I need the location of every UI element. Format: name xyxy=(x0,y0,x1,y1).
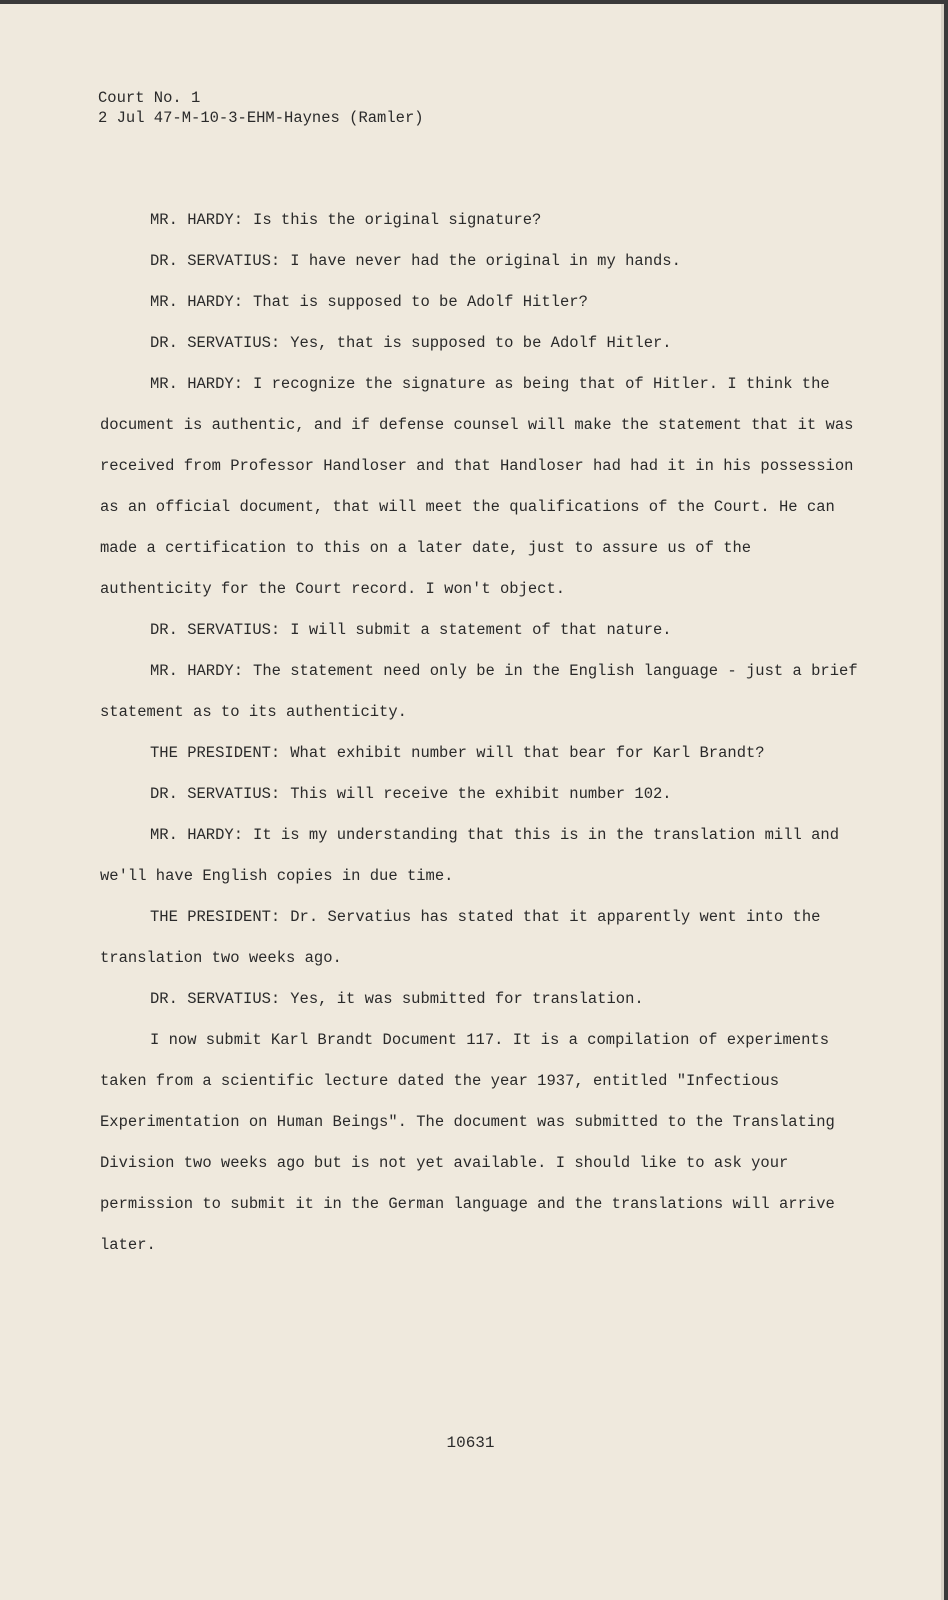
transcript-paragraph xyxy=(100,979,860,1020)
speaker-label: DR. SERVATIUS: xyxy=(150,621,281,639)
document-page xyxy=(0,4,944,1600)
speaker-label: MR. HARDY: xyxy=(150,826,244,844)
paragraph-text: Is this the original signature? xyxy=(253,211,542,229)
paragraph-text: What exhibit number will that bear for Karl Brandt? xyxy=(290,744,765,762)
speaker-label: DR. SERVATIUS: xyxy=(150,990,281,1008)
transcript-paragraph xyxy=(100,323,860,364)
header-block xyxy=(98,88,424,128)
transcript-paragraph xyxy=(100,200,860,241)
speaker-label: MR. HARDY: xyxy=(150,375,244,393)
speaker-label: THE PRESIDENT: xyxy=(150,744,281,762)
transcript-paragraph xyxy=(100,610,860,651)
paragraph-text: Yes, that is supposed to be Adolf Hitler. xyxy=(290,334,672,352)
transcript-paragraph xyxy=(100,1020,860,1266)
page-number: 10631 xyxy=(446,1434,495,1452)
speaker-label: MR. HARDY: xyxy=(150,293,244,311)
paragraph-text: I will submit a statement of that nature. xyxy=(290,621,672,639)
transcript-paragraph xyxy=(100,774,860,815)
transcript-paragraph xyxy=(100,241,860,282)
transcript-body xyxy=(100,200,860,1266)
speaker-label: THE PRESIDENT: xyxy=(150,908,281,926)
speaker-label: DR. SERVATIUS: xyxy=(150,334,281,352)
session-reference: 2 Jul 47-M-10-3-EHM-Haynes (Ramler) xyxy=(98,109,424,127)
court-number: Court No. 1 xyxy=(98,89,201,107)
speaker-label: DR. SERVATIUS: xyxy=(150,252,281,270)
paragraph-text: Yes, it was submitted for translation. xyxy=(290,990,644,1008)
transcript-paragraph xyxy=(100,897,860,979)
paragraph-text: That is supposed to be Adolf Hitler? xyxy=(253,293,588,311)
transcript-paragraph xyxy=(100,651,860,733)
paragraph-text: I have never had the original in my hands. xyxy=(290,252,681,270)
transcript-paragraph xyxy=(100,364,860,610)
paragraph-text: This will receive the exhibit number 102. xyxy=(290,785,672,803)
speaker-label: DR. SERVATIUS: xyxy=(150,785,281,803)
speaker-label: MR. HARDY: xyxy=(150,662,244,680)
transcript-paragraph xyxy=(100,815,860,897)
transcript-paragraph xyxy=(100,282,860,323)
paragraph-text: The statement need only be in the English language - just a brief statement as to its authenticity. xyxy=(100,662,858,721)
paragraph-text: It is my understanding that this is in the translation mill and we'll have English copies in due time. xyxy=(100,826,840,885)
transcript-paragraph xyxy=(100,733,860,774)
paragraph-text: Dr. Servatius has stated that it apparently went into the translation two weeks ago. xyxy=(100,908,821,967)
paragraph-text: I now submit Karl Brandt Document 117. It is a compilation of experiments taken from a scientific lecture dated the year 1937, entitled "Infectious Experimentation on Human Beings". The document was submitted to the Translating Division two weeks ago but is not yet available. I should like to ask your permission to submit it in the German language and the translations will arrive later. xyxy=(100,1031,835,1254)
speaker-label: MR. HARDY: xyxy=(150,211,244,229)
paragraph-text: I recognize the signature as being that of Hitler. I think the document is authentic, and if defense counsel will make the statement that it was received from Professor Handloser and that Handloser had had it in his possession as an official document, that will meet the qualifications of the Court. He can made a certification to this on a later date, just to assure us of the authenticity for the Court record. I won't object. xyxy=(100,375,854,598)
